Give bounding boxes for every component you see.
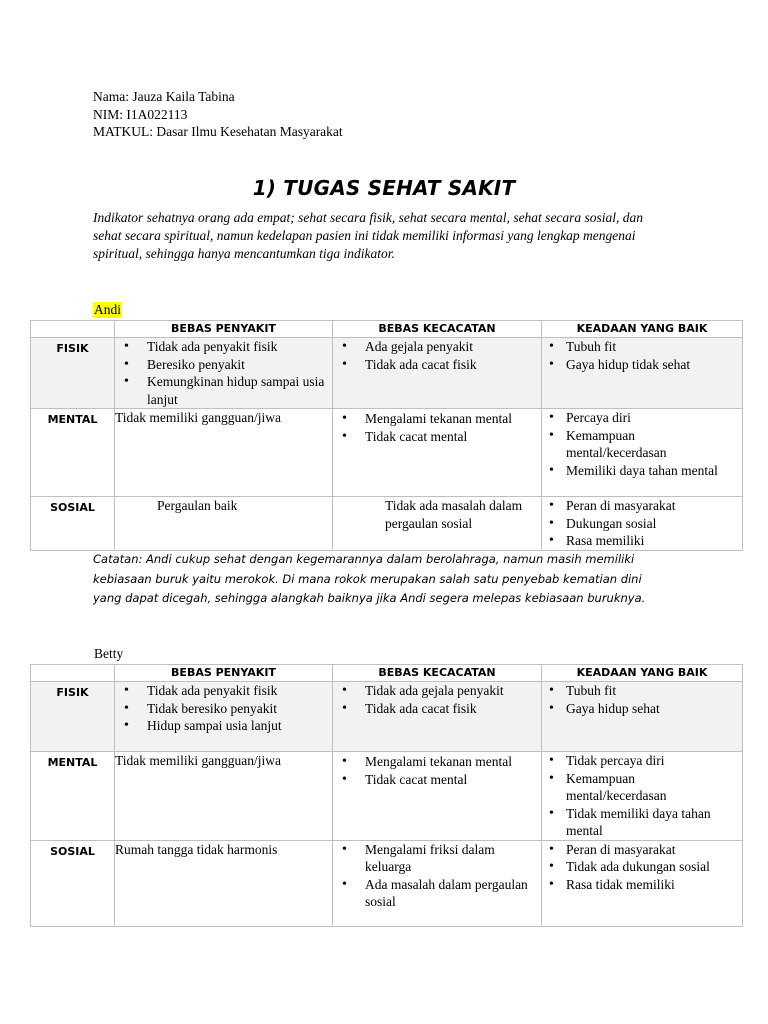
list-item: • Ada masalah dalam pergaulan sosial (333, 876, 537, 911)
column-header (31, 321, 115, 338)
list-item: • Tidak ada penyakit fisik (115, 338, 328, 356)
andi-note: Catatan: Andi cukup sehat dengan kegemarannya dalam berolahraga, namun masih memiliki kebiasaan buruk yaitu merokok. Di mana rokok merupakan salah satu penyebab kematian dini yang dapat dicegah, sehingga alangkah baiknya jika Andi segera melepas kebiasaan buruknya. (93, 552, 646, 605)
row-label: MENTAL (31, 409, 115, 497)
list-item: • Tidak ada gejala penyakit (333, 682, 537, 700)
cell-bebas-kecacatan (333, 338, 542, 409)
list-item: • Gaya hidup tidak sehat (542, 356, 738, 374)
list-item: • Mengalami tekanan mental (333, 753, 537, 771)
column-header: BEBAS PENYAKIT (115, 665, 333, 682)
cell-bebas-kecacatan (333, 752, 542, 841)
list-item: • Beresiko penyakit (115, 356, 328, 374)
list-item: • Mengalami tekanan mental (333, 410, 537, 428)
column-header: BEBAS KECACATAN (333, 665, 542, 682)
cell-keadaan-baik (542, 409, 743, 497)
cell-keadaan-baik (542, 752, 743, 841)
cell-bebas-penyakit: Tidak memiliki gangguan/jiwa (115, 409, 333, 497)
list-item: • Tidak ada cacat fisik (333, 356, 537, 374)
student-info (93, 88, 343, 141)
list-item: • Tidak percaya diri (542, 752, 738, 770)
list-item: • Peran di masyarakat (542, 497, 738, 515)
cell-bebas-kecacatan (333, 840, 542, 926)
student-name: Nama: Jauza Kaila Tabina (93, 89, 235, 104)
table-header-row (31, 321, 743, 338)
list-item: • Tidak ada penyakit fisik (115, 682, 328, 700)
health-table-andi (30, 320, 743, 551)
list-item: • Tidak ada dukungan sosial (542, 858, 738, 876)
patient-name-andi: Andi (94, 302, 121, 317)
cell-bebas-kecacatan (333, 409, 542, 497)
row-label: FISIK (31, 682, 115, 752)
table-row-fisik (31, 338, 743, 409)
list-item: • Gaya hidup sehat (542, 700, 738, 718)
list-item: • Mengalami friksi dalam keluarga (333, 841, 537, 876)
intro-paragraph: Indikator sehatnya orang ada empat; sehat secara fisik, sehat secara mental, sehat secara sosial, dan sehat secara spiritual, namun kedelapan pasien ini tidak memiliki informasi yang lengkap mengenai spiritual, sehingga hanya mencantumkan tiga indikator. (93, 210, 644, 261)
cell-bebas-penyakit: Pergaulan baik (115, 497, 333, 551)
table-row-mental (31, 409, 743, 497)
table-row-sosial (31, 497, 743, 551)
list-item: • Tidak memiliki daya tahan mental (542, 805, 738, 840)
column-header (31, 665, 115, 682)
cell-keadaan-baik (542, 338, 743, 409)
page-title: 1) TUGAS SEHAT SAKIT (252, 176, 516, 200)
column-header: KEADAAN YANG BAIK (542, 321, 743, 338)
course-name: MATKUL: Dasar Ilmu Kesehatan Masyarakat (93, 124, 343, 139)
list-item: • Peran di masyarakat (542, 841, 738, 859)
list-item: • Kemampuan mental/kecerdasan (542, 770, 738, 805)
cell-keadaan-baik (542, 840, 743, 926)
health-table-betty (30, 664, 743, 927)
row-label: SOSIAL (31, 497, 115, 551)
list-item: • Tidak ada cacat fisik (333, 700, 537, 718)
list-item: • Hidup sampai usia lanjut (115, 717, 328, 735)
cell-bebas-kecacatan: Tidak ada masalah dalam pergaulan sosial (333, 497, 542, 551)
list-item: • Tubuh fit (542, 338, 738, 356)
cell-bebas-penyakit: Rumah tangga tidak harmonis (115, 840, 333, 926)
list-item: • Ada gejala penyakit (333, 338, 537, 356)
cell-bebas-penyakit (115, 338, 333, 409)
cell-bebas-kecacatan (333, 682, 542, 752)
list-item: • Kemampuan mental/kecerdasan (542, 427, 738, 462)
table-row-fisik (31, 682, 743, 752)
list-item: • Dukungan sosial (542, 515, 738, 533)
table-header-row (31, 665, 743, 682)
table-row-sosial (31, 840, 743, 926)
list-item: • Rasa memiliki (542, 532, 738, 550)
list-item: • Tidak beresiko penyakit (115, 700, 328, 718)
list-item: • Kemungkinan hidup sampai usia lanjut (115, 373, 328, 408)
column-header: BEBAS KECACATAN (333, 321, 542, 338)
table-row-mental (31, 752, 743, 841)
row-label: SOSIAL (31, 840, 115, 926)
list-item: • Tubuh fit (542, 682, 738, 700)
cell-bebas-penyakit (115, 682, 333, 752)
column-header: KEADAAN YANG BAIK (542, 665, 743, 682)
row-label: MENTAL (31, 752, 115, 841)
column-header: BEBAS PENYAKIT (115, 321, 333, 338)
cell-keadaan-baik (542, 682, 743, 752)
list-item: • Rasa tidak memiliki (542, 876, 738, 894)
list-item: • Memiliki daya tahan mental (542, 462, 738, 480)
list-item: • Tidak cacat mental (333, 771, 537, 789)
student-nim: NIM: I1A022113 (93, 106, 188, 122)
list-item: • Tidak cacat mental (333, 428, 537, 446)
list-item: • Percaya diri (542, 409, 738, 427)
cell-bebas-penyakit: Tidak memiliki gangguan/jiwa (115, 752, 333, 841)
cell-keadaan-baik (542, 497, 743, 551)
row-label: FISIK (31, 338, 115, 409)
patient-name-betty: Betty (94, 646, 124, 661)
